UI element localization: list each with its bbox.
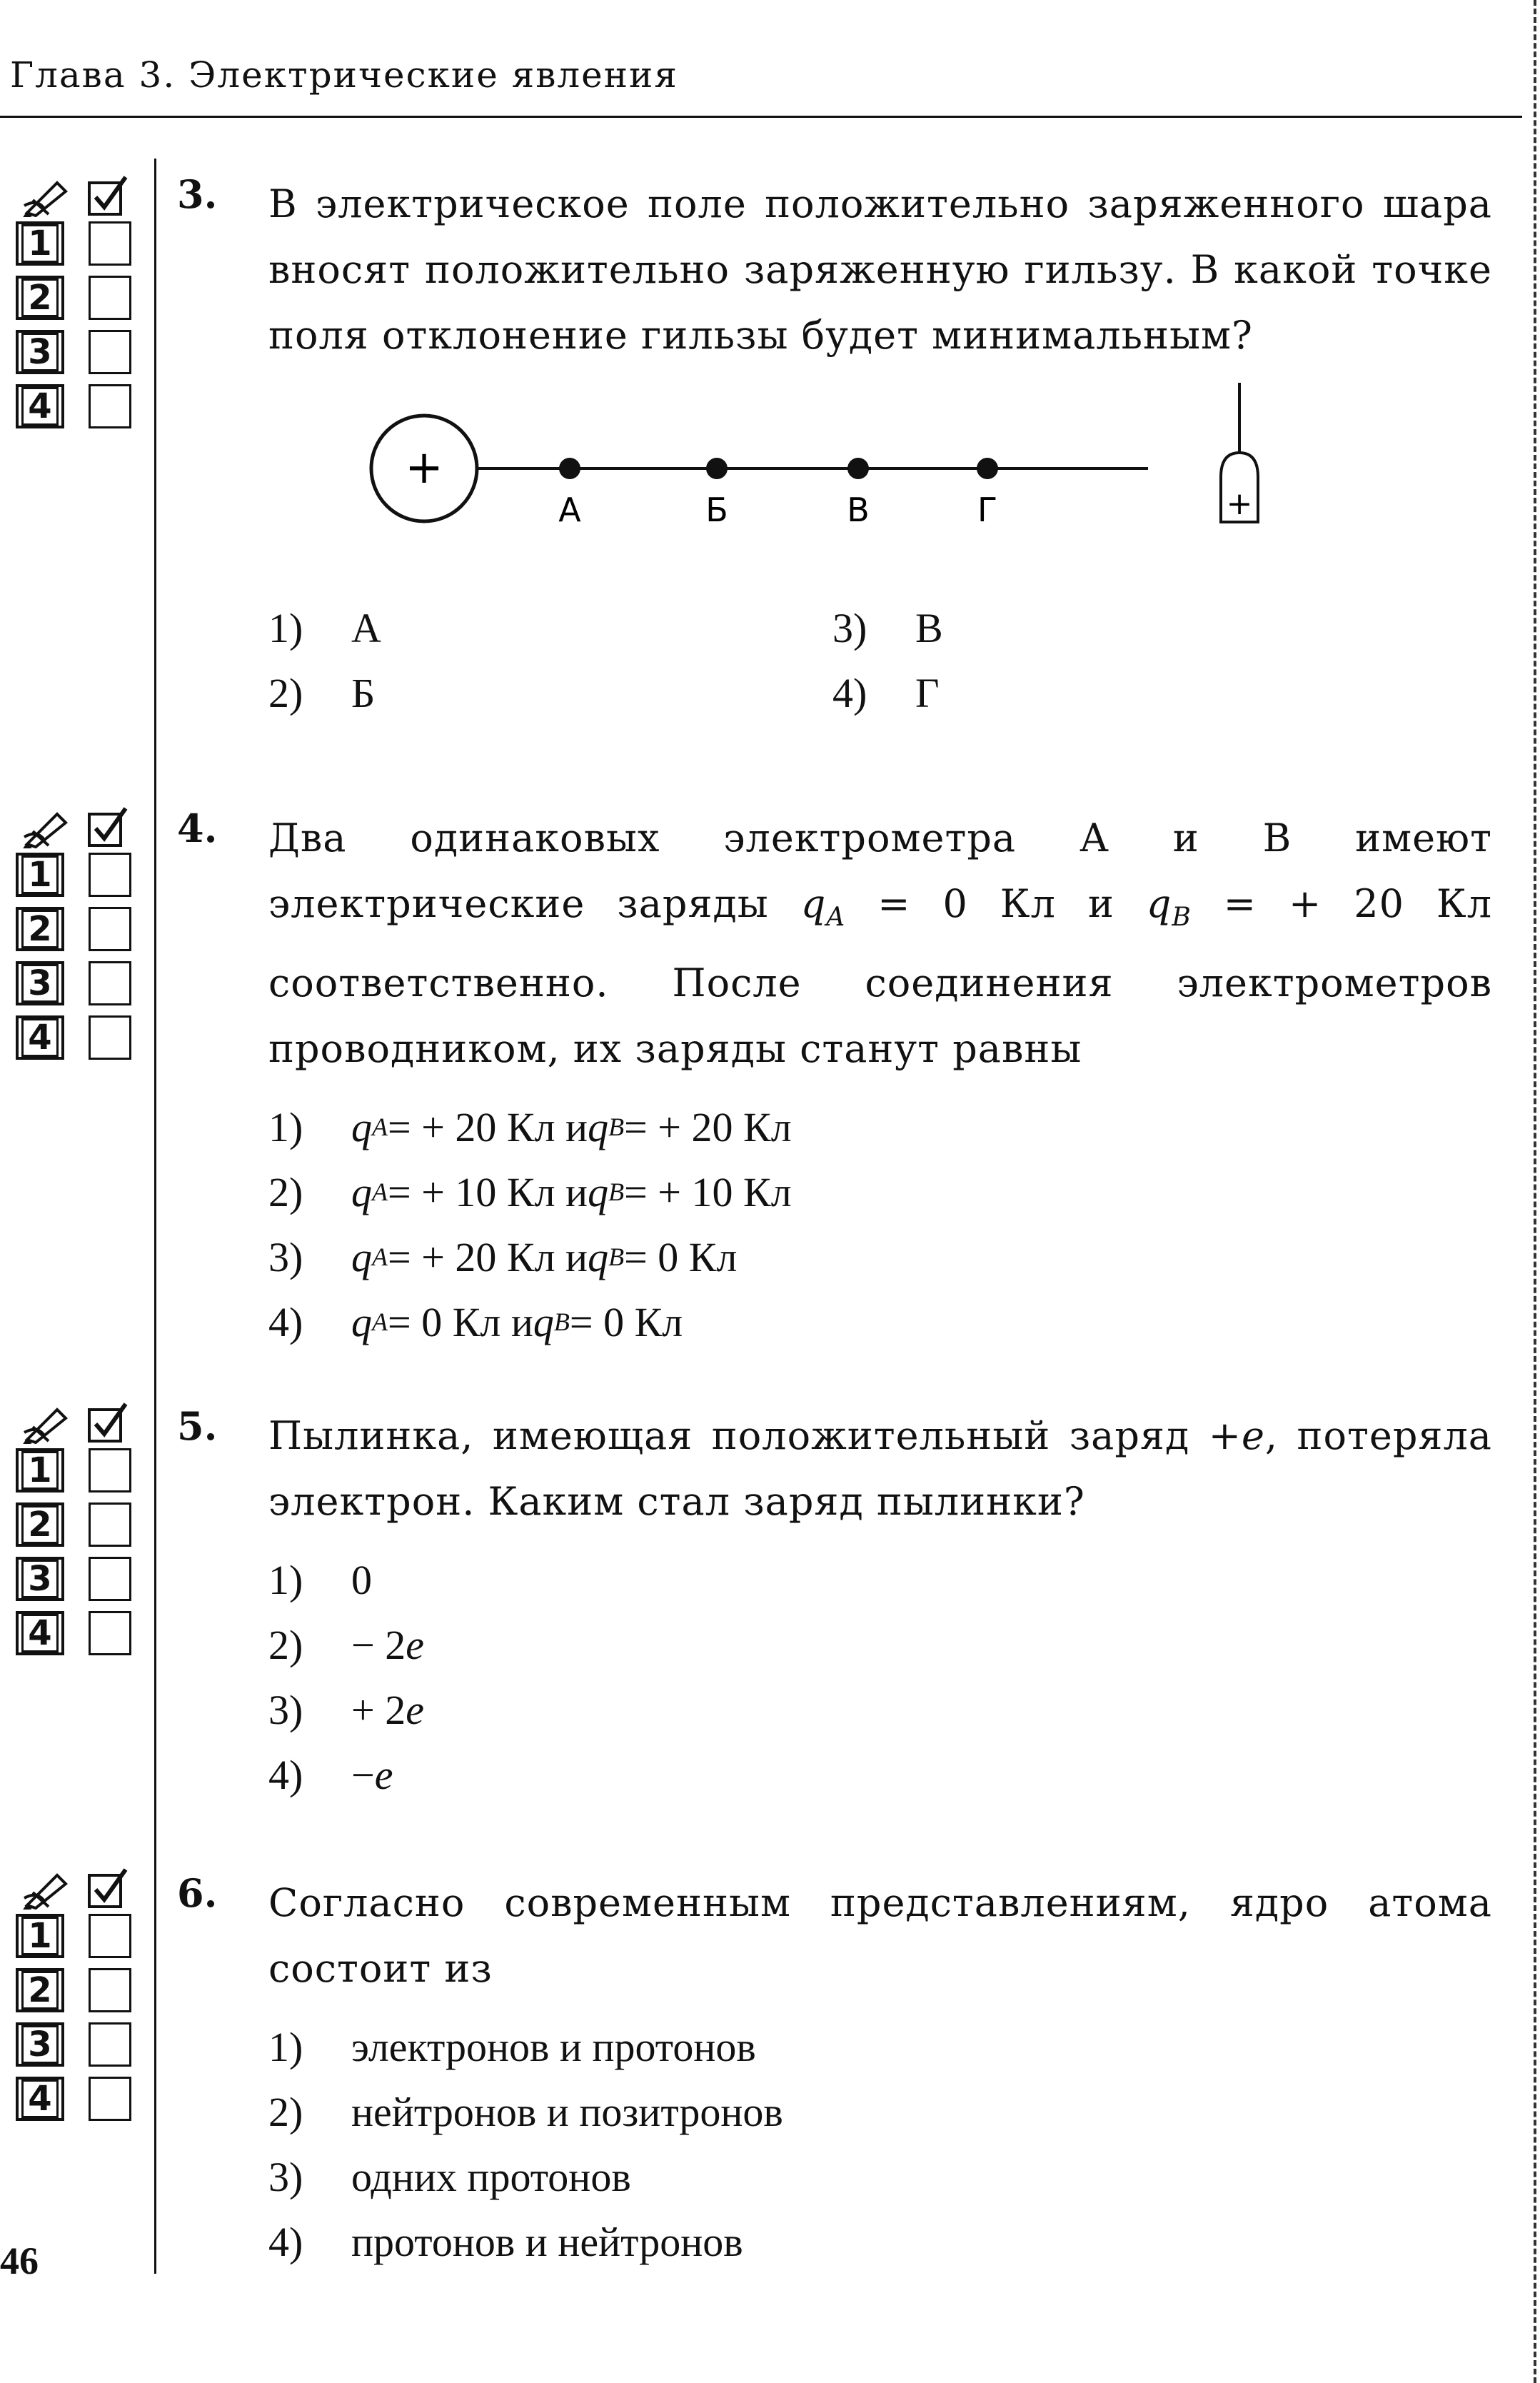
answer-options xyxy=(268,2015,1492,2274)
option-number-box: 2 xyxy=(16,1968,64,2012)
answer-option: 1) q A = + 20 Кл и q B = + 20 Кл xyxy=(268,1103,792,1150)
sleeve-sign: + xyxy=(1226,486,1253,522)
question-6 xyxy=(177,1870,1492,2274)
point-b xyxy=(706,458,728,479)
question-3 xyxy=(177,171,1492,726)
answer-option: 2) нейтронов и позитронов xyxy=(268,2089,783,2135)
option-number-box: 1 xyxy=(16,1448,64,1492)
point-label: Б xyxy=(705,491,728,529)
answer-checkbox[interactable] xyxy=(89,961,131,1005)
point-a xyxy=(559,458,580,479)
answer-option: 3) одних протонов xyxy=(268,2154,631,2200)
page-number: 46 xyxy=(0,2239,39,2282)
answer-checkbox[interactable] xyxy=(89,1914,131,1958)
answer-checkbox[interactable] xyxy=(89,907,131,951)
option-number-box: 4 xyxy=(16,1611,64,1655)
checkbox-checked-icon xyxy=(87,174,129,216)
option-number-box: 3 xyxy=(16,961,64,1005)
margin-divider xyxy=(154,159,156,2274)
answer-option: 3) + 2 e xyxy=(268,1687,424,1733)
answer-option: 3) В xyxy=(832,605,943,651)
question-number: 4. xyxy=(177,806,218,851)
field-diagram-svg xyxy=(177,368,1492,583)
ball-sign: + xyxy=(405,441,443,494)
answer-options xyxy=(268,1547,1492,1807)
pencil-icon xyxy=(23,177,71,217)
answer-checkbox[interactable] xyxy=(89,2022,131,2067)
checkbox-checked-icon xyxy=(87,1401,129,1443)
answer-checkbox[interactable] xyxy=(89,1015,131,1060)
answer-checkbox[interactable] xyxy=(89,1611,131,1655)
option-number-box: 3 xyxy=(16,1557,64,1601)
question-5 xyxy=(177,1403,1492,1807)
answer-grid-q6 xyxy=(14,1867,136,2128)
answer-options xyxy=(268,596,1492,726)
pencil-icon xyxy=(23,1870,71,1910)
checkbox-checked-icon xyxy=(87,1867,129,1908)
option-number-box: 4 xyxy=(16,384,64,428)
question-text: Два одинаковых электрометра А и В имеют электрические заряды $q_A = 0$ Кл и $q_B$ = + 20 Кл соответственно. После соединения электрометров проводником, их заряды станут равны xyxy=(268,816,1492,1071)
answer-checkbox[interactable] xyxy=(89,330,131,374)
point-g xyxy=(977,458,998,479)
option-number-box: 4 xyxy=(16,1015,64,1060)
option-number-box: 2 xyxy=(16,276,64,320)
point-label: А xyxy=(558,491,581,529)
header-divider xyxy=(0,116,1522,118)
answer-option: 4) протонов и нейтронов xyxy=(268,2219,743,2265)
cut-line xyxy=(1534,0,1536,2383)
pencil-icon xyxy=(23,808,71,848)
question-4 xyxy=(177,806,1492,1355)
answer-checkbox[interactable] xyxy=(89,1968,131,2012)
answer-option: 2) Б xyxy=(268,670,376,716)
answer-option: 2) q A = + 10 Кл и q B = + 10 Кл xyxy=(268,1168,792,1215)
option-number-box: 1 xyxy=(16,853,64,897)
option-number-box: 1 xyxy=(16,1914,64,1958)
question-text: В электрическое поле положительно заряженного шара вносят положительно заряженную гильзу. В какой точке поля отклонение гильзы будет минимальным? xyxy=(268,181,1492,358)
option-number-box: 4 xyxy=(16,2077,64,2121)
option-number-box: 3 xyxy=(16,2022,64,2067)
checkbox-checked-icon xyxy=(87,806,129,847)
answer-option: 1) А xyxy=(268,605,381,651)
answer-option: 4) − e xyxy=(268,1752,393,1798)
answer-checkbox[interactable] xyxy=(89,276,131,320)
answer-option: 2) − 2 e xyxy=(268,1622,424,1668)
chapter-title: Глава 3. Электрические явления xyxy=(10,54,678,96)
option-number-box: 2 xyxy=(16,907,64,951)
answer-option: 1) электронов и протонов xyxy=(268,2024,756,2070)
answer-checkbox[interactable] xyxy=(89,853,131,897)
answer-checkbox[interactable] xyxy=(89,1502,131,1547)
answer-checkbox[interactable] xyxy=(89,2077,131,2121)
answer-options xyxy=(268,1095,1492,1355)
answer-grid-q4 xyxy=(14,806,136,1067)
question-text: Согласно современным представлениям, ядро атома состоит из xyxy=(268,1880,1492,1991)
point-label: Г xyxy=(977,491,998,529)
point-v xyxy=(847,458,869,479)
answer-option: 4) q A = 0 Кл и q B = 0 Кл xyxy=(268,1298,683,1345)
answer-checkbox[interactable] xyxy=(89,1557,131,1601)
point-label: В xyxy=(847,491,870,529)
question-number: 5. xyxy=(177,1403,218,1449)
option-number-box: 2 xyxy=(16,1502,64,1547)
answer-checkbox[interactable] xyxy=(89,221,131,266)
answer-option: 3) q A = + 20 Кл и q B = 0 Кл xyxy=(268,1233,738,1280)
option-number-box: 3 xyxy=(16,330,64,374)
question-text: Пылинка, имеющая положительный заряд +e, потеряла электрон. Каким стал заряд пылинки? xyxy=(268,1413,1493,1524)
answer-checkbox[interactable] xyxy=(89,1448,131,1492)
question-number: 6. xyxy=(177,1870,218,1916)
pencil-icon xyxy=(23,1404,71,1444)
question-number: 3. xyxy=(177,171,218,217)
answer-grid-q3 xyxy=(14,174,136,436)
field-diagram xyxy=(177,368,1492,583)
answer-grid-q5 xyxy=(14,1401,136,1662)
answer-checkbox[interactable] xyxy=(89,384,131,428)
answer-option: 1) 0 xyxy=(268,1557,372,1603)
option-number-box: 1 xyxy=(16,221,64,266)
answer-option: 4) Г xyxy=(832,670,940,716)
